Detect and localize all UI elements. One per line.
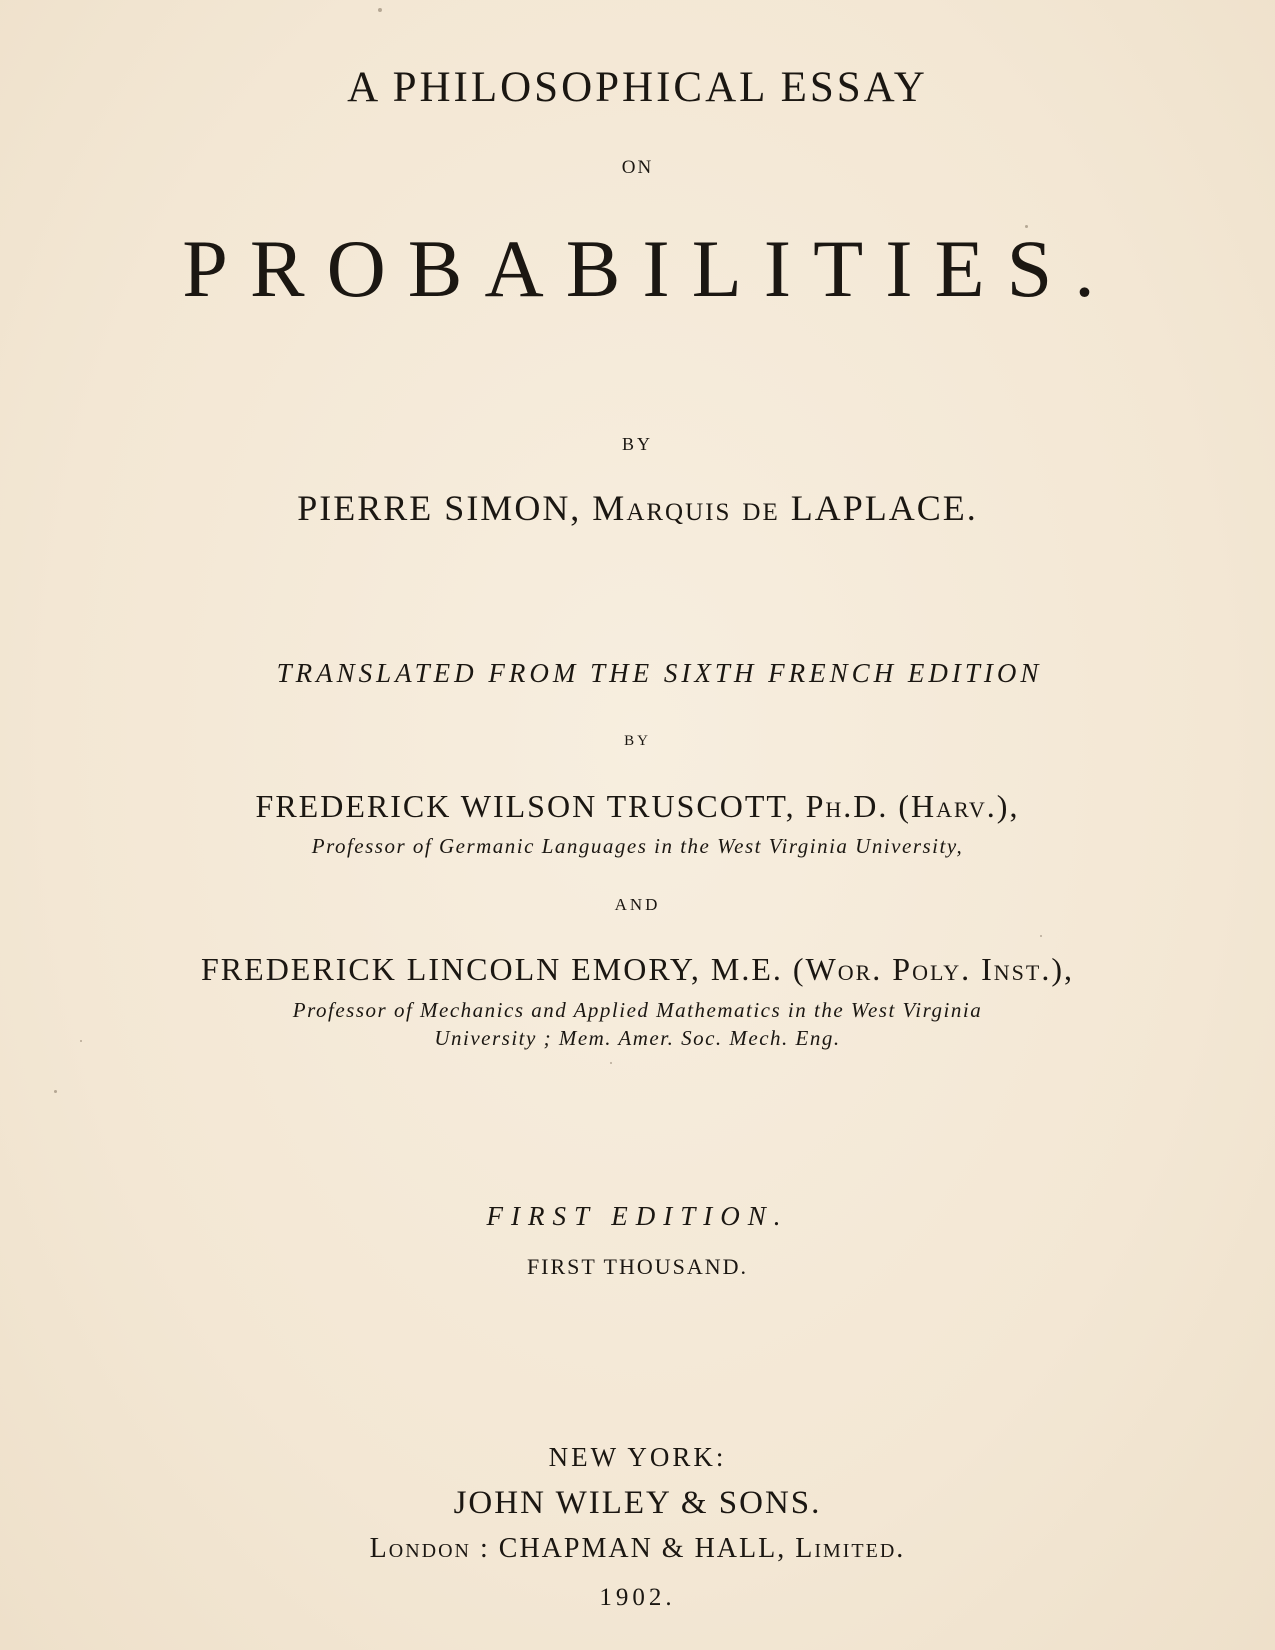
publication-year: 1902. <box>599 1584 676 1611</box>
paper-speck <box>610 1062 612 1064</box>
translator-2-affiliation-line-2: University ; Mem. Amer. Soc. Mech. Eng. <box>434 1026 841 1050</box>
translator-2-name: FREDERICK LINCOLN EMORY, M.E. (Wor. Poly. Inst.), <box>201 951 1074 987</box>
paper-speck <box>378 8 382 12</box>
publisher-name: JOHN WILEY & SONS. <box>453 1485 822 1521</box>
paper-speck <box>1025 225 1028 228</box>
translator-1-name: FREDERICK WILSON TRUSCOTT, Ph.D. (Harv.), <box>255 788 1020 824</box>
paper-speck <box>80 1040 82 1042</box>
translators-by-label: BY <box>624 733 651 749</box>
publisher-city: NEW YORK: <box>548 1442 727 1472</box>
title-on: ON <box>621 157 654 178</box>
main-title: PROBABILITIES. <box>182 223 1117 314</box>
edition-label: FIRST EDITION. <box>486 1201 789 1231</box>
paper-speck <box>1040 935 1042 937</box>
translator-1-affiliation: Professor of Germanic Languages in the West Virginia University, <box>311 834 964 858</box>
title-line-1: A PHILOSOPHICAL ESSAY <box>347 64 928 111</box>
printing-label: FIRST THOUSAND. <box>526 1254 749 1279</box>
paper-speck <box>54 1090 57 1093</box>
and-label: AND <box>614 895 661 914</box>
translation-note: TRANSLATED FROM THE SIXTH FRENCH EDITION <box>276 658 1043 688</box>
translator-2-affiliation-line-1: Professor of Mechanics and Applied Mathematics in the West Virginia <box>292 998 983 1022</box>
author-name: PIERRE SIMON, Marquis de LAPLACE. <box>297 488 978 528</box>
london-publisher: London : CHAPMAN & HALL, Limited. <box>369 1533 906 1564</box>
by-label: BY <box>621 434 653 454</box>
